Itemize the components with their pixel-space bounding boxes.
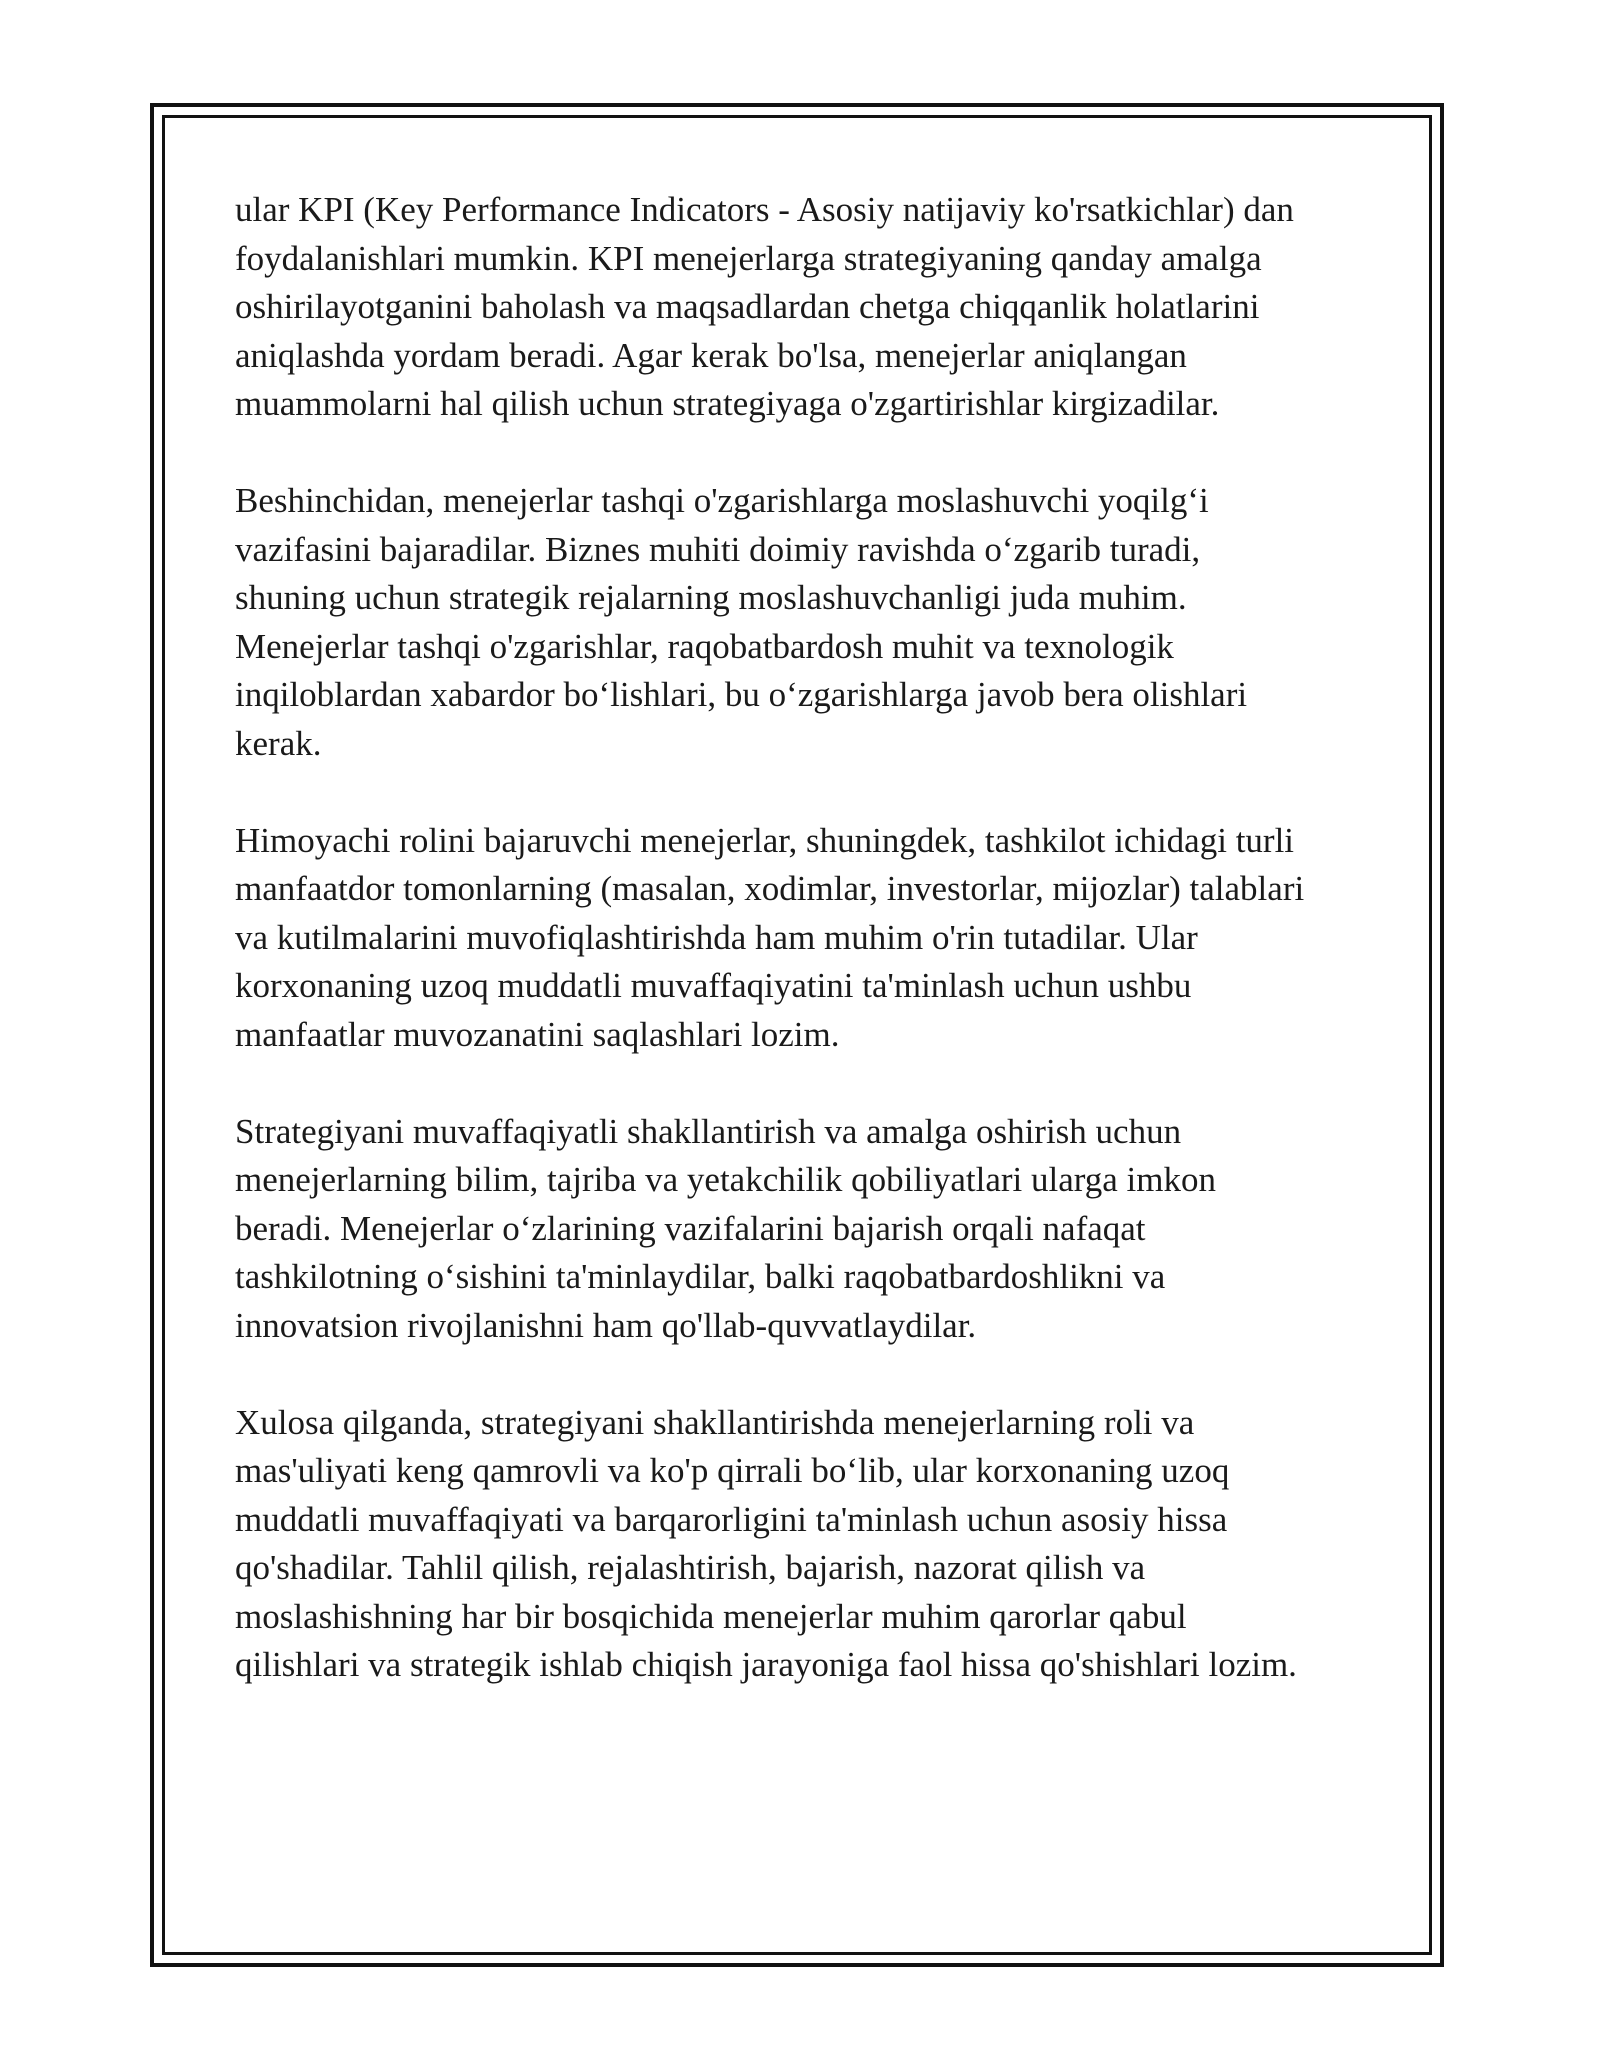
- text-line: qo'shadilar. Tahlil qilish, rejalashtirish, bajarish, nazorat qilish va: [235, 1548, 1146, 1587]
- text-line: manfaatdor tomonlarning (masalan, xodimlar, investorlar, mijozlar) talablari: [235, 869, 1305, 908]
- text-line: mas'uliyati keng qamrovli va ko'p qirrali bo‘lib, ular korxonaning uzoq: [235, 1451, 1230, 1490]
- text-line: oshirilayotganini baholash va maqsadlardan chetga chiqqanlik holatlarini: [235, 287, 1260, 326]
- text-line: va kutilmalarini muvofiqlashtirishda ham muhim o'rin tutadilar. Ular: [235, 917, 1198, 957]
- text-line: shuning uchun strategik rejalarning moslashuvchanligi juda muhim.: [235, 578, 1187, 617]
- text-line: muammolarni hal qilish uchun strategiyaga o'zgartirishlar kirgizadilar.: [235, 384, 1220, 423]
- paragraph-strategiyani: [235, 1108, 1375, 1351]
- text-line: foydalanishlari mumkin. KPI menejerlarga strategiyaning qanday amalga: [235, 238, 1262, 278]
- text-line: Strategiyani muvaffaqiyatli shakllantirish va amalga oshirish uchun: [235, 1111, 1182, 1151]
- text-line: qilishlari va strategik ishlab chiqish jarayoniga faol hissa qo'shishlari lozim.: [235, 1645, 1297, 1684]
- paragraph-xulosa: [235, 1399, 1375, 1690]
- text-line: Xulosa qilganda, strategiyani shakllantirishda menejerlarning roli va: [235, 1402, 1195, 1442]
- text-line: Menejerlar tashqi o'zgarishlar, raqobatbardosh muhit va texnologik: [235, 626, 1174, 666]
- text-line: ular KPI (Key Performance Indicators - Asosiy natijaviy ko'rsatkichlar) dan: [235, 190, 1294, 229]
- paragraph-kpi: [235, 186, 1375, 429]
- text-line: Beshinchidan, menejerlar tashqi o'zgarishlarga moslashuvchi yoqilg‘i: [235, 481, 1209, 520]
- document-body: [235, 186, 1375, 1690]
- text-line: kerak.: [235, 723, 322, 763]
- text-line: tashkilotning o‘sishini ta'minlaydilar, balki raqobatbardoshlikni va: [235, 1257, 1166, 1296]
- text-line: beradi. Menejerlar o‘zlarining vazifalarini bajarish orqali nafaqat: [235, 1208, 1146, 1248]
- text-line: moslashishning har bir bosqichida menejerlar muhim qarorlar qabul: [235, 1596, 1187, 1636]
- text-line: inqiloblardan xabardor bo‘lishlari, bu o‘zgarishlarga javob bera olishlari: [235, 675, 1248, 714]
- text-line: Himoyachi rolini bajaruvchi menejerlar, shuningdek, tashkilot ichidagi turli: [235, 820, 1295, 860]
- paragraph-himoyachi: [235, 817, 1375, 1060]
- text-line: vazifasini bajaradilar. Biznes muhiti doimiy ravishda o‘zgarib turadi,: [235, 529, 1201, 569]
- text-line: innovatsion rivojlanishni ham qo'llab-quvvatlaydilar.: [235, 1305, 977, 1345]
- text-line: korxonaning uzoq muddatli muvaffaqiyatini ta'minlash uchun ushbu: [235, 966, 1192, 1005]
- text-line: aniqlashda yordam beradi. Agar kerak bo'lsa, menejerlar aniqlangan: [235, 335, 1187, 375]
- text-line: muddatli muvaffaqiyati va barqarorligini ta'minlash uchun asosiy hissa: [235, 1499, 1228, 1539]
- text-line: menejerlarning bilim, tajriba va yetakchilik qobiliyatlari ularga imkon: [235, 1160, 1217, 1199]
- paragraph-beshinchidan: [235, 477, 1375, 768]
- text-line: manfaatlar muvozanatini saqlashlari lozim.: [235, 1014, 840, 1054]
